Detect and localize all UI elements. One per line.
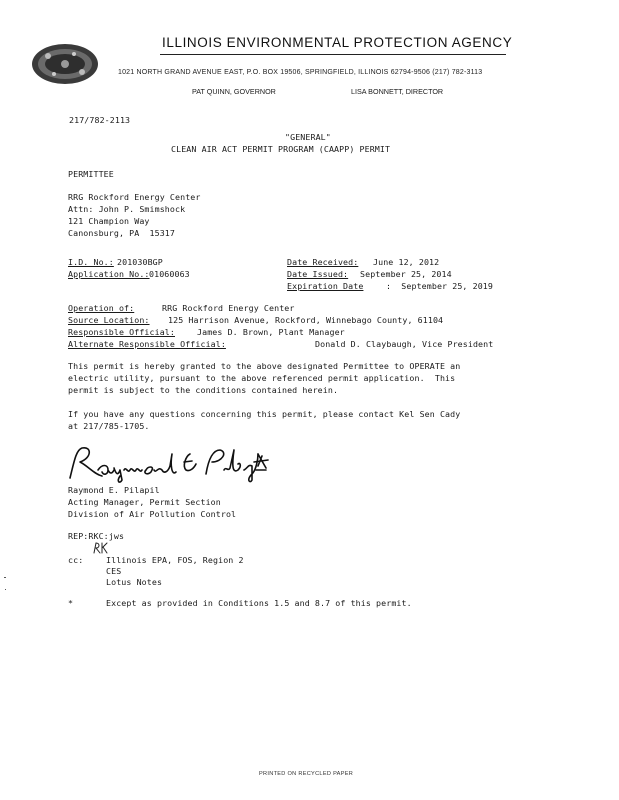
operation-value: RRG Rockford Energy Center bbox=[162, 303, 295, 313]
reference-initials: REP:RKC:jws bbox=[68, 531, 125, 541]
body-line: permit is subject to the conditions contained herein. bbox=[68, 385, 339, 395]
expiration-date-label: Expiration Date bbox=[287, 281, 364, 291]
director-name: LISA BONNETT, DIRECTOR bbox=[351, 87, 444, 96]
signatory-name: Raymond E. Pilapil bbox=[68, 485, 160, 495]
cc-recipient: Illinois EPA, FOS, Region 2 bbox=[106, 555, 244, 565]
operation-label: Operation of: bbox=[68, 303, 135, 313]
permittee-label: PERMITTEE bbox=[68, 169, 114, 179]
signatory-division: Division of Air Pollution Control bbox=[68, 509, 237, 519]
source-location-value: 125 Harrison Avenue, Rockford, Winnebago County, 61104 bbox=[168, 315, 444, 325]
responsible-official-value: James D. Brown, Plant Manager bbox=[197, 327, 345, 337]
cc-label: cc: bbox=[68, 555, 84, 565]
id-number-value: 201030BGP bbox=[117, 257, 163, 267]
permit-type: "GENERAL" bbox=[285, 132, 331, 142]
addressee-attention: Attn: John P. Smimshock bbox=[68, 204, 186, 214]
body-line: electric utility, pursuant to the above referenced permit application. This bbox=[68, 373, 456, 383]
addressee-street: 121 Champion Way bbox=[68, 216, 150, 226]
responsible-official-label: Responsible Official: bbox=[68, 327, 175, 337]
footnote-text: Except as provided in Conditions 1.5 and 8.7 of this permit. bbox=[106, 598, 412, 608]
cc-recipient: CES bbox=[106, 566, 122, 576]
scan-speck bbox=[4, 577, 6, 578]
signatory-title: Acting Manager, Permit Section bbox=[68, 497, 221, 507]
handwritten-initials bbox=[92, 541, 112, 555]
id-number-label: I.D. No.: bbox=[68, 257, 114, 267]
contact-line: If you have any questions concerning this permit, please contact Kel Sen Cady bbox=[68, 409, 461, 419]
permit-title: CLEAN AIR ACT PERMIT PROGRAM (CAAPP) PERMIT bbox=[171, 144, 391, 154]
expiration-date-value: : September 25, 2019 bbox=[386, 281, 493, 291]
cc-recipient: Lotus Notes bbox=[106, 577, 163, 587]
alternate-official-label: Alternate Responsible Official: bbox=[68, 339, 226, 349]
date-issued-label: Date Issued: bbox=[287, 269, 349, 279]
handwritten-signature bbox=[62, 440, 272, 484]
contact-line: at 217/785-1705. bbox=[68, 421, 150, 431]
application-number-label: Application No.: bbox=[68, 269, 150, 279]
date-issued-value: September 25, 2014 bbox=[360, 269, 452, 279]
addressee-company: RRG Rockford Energy Center bbox=[68, 192, 201, 202]
body-line: This permit is hereby granted to the above designated Permittee to OPERATE an bbox=[68, 361, 461, 371]
date-received-value: June 12, 2012 bbox=[373, 257, 440, 267]
alternate-official-value: Donald D. Claybaugh, Vice President bbox=[315, 339, 494, 349]
date-received-label: Date Received: bbox=[287, 257, 359, 267]
source-location-label: Source Location: bbox=[68, 315, 150, 325]
state-seal-image bbox=[30, 42, 100, 86]
scan-speck bbox=[5, 589, 6, 590]
application-number-value: 01060063 bbox=[149, 269, 190, 279]
addressee-city: Canonsburg, PA 15317 bbox=[68, 228, 175, 238]
letterhead-rule bbox=[160, 54, 506, 55]
agency-phone: 217/782-2113 bbox=[69, 115, 131, 125]
governor-name: PAT QUINN, GOVERNOR bbox=[192, 87, 276, 96]
agency-address: 1021 NORTH GRAND AVENUE EAST, P.O. BOX 19506, SPRINGFIELD, ILLINOIS 62794-9506 (217) 782-3113 bbox=[118, 69, 483, 76]
printed-on-recycled-paper-note: PRINTED ON RECYCLED PAPER bbox=[259, 771, 354, 777]
agency-name: ILLINOIS ENVIRONMENTAL PROTECTION AGENCY bbox=[162, 35, 513, 50]
footnote-marker: * bbox=[68, 598, 74, 608]
